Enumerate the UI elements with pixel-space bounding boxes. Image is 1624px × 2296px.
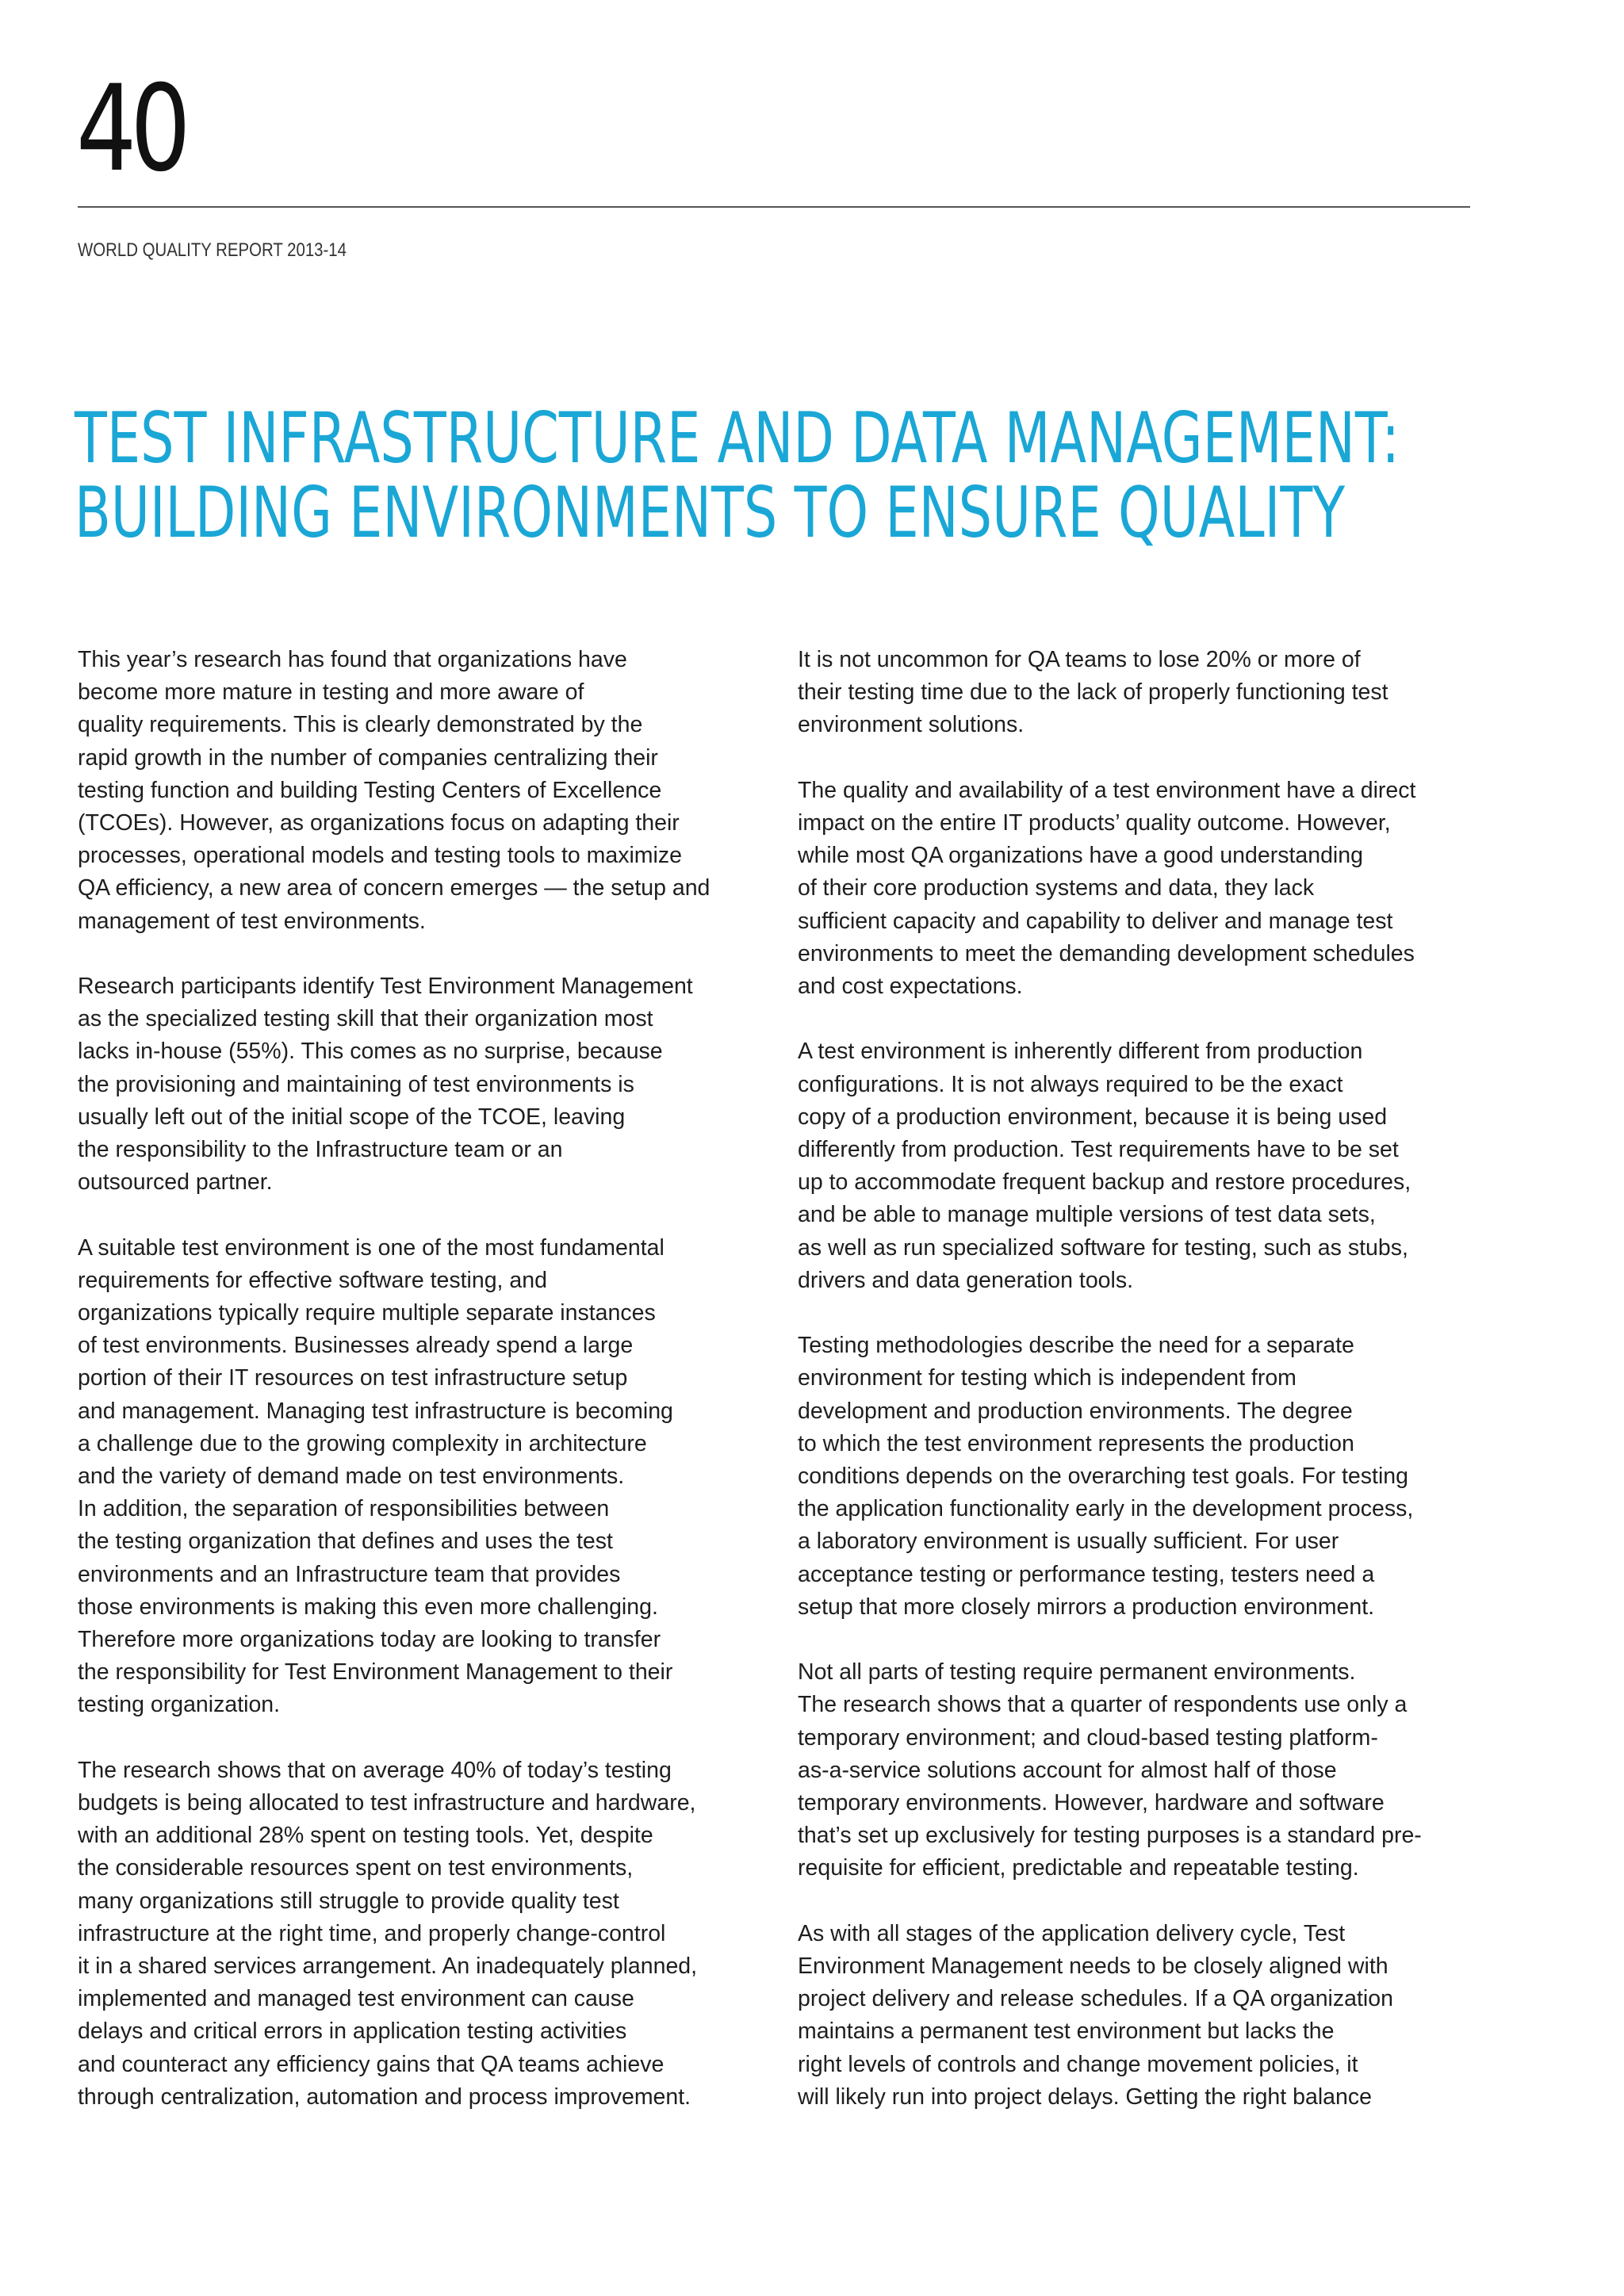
text-line: their testing time due to the lack of properly functioning test — [798, 679, 1388, 706]
text-line: In addition, the separation of responsibilities between — [78, 1496, 610, 1522]
text-line: Research participants identify Test Environment Management — [78, 974, 693, 1000]
text-line: up to accommodate frequent backup and restore procedures, — [798, 1169, 1411, 1196]
text-line: the responsibility for Test Environment Management to their — [78, 1659, 673, 1686]
text-line: rapid growth in the number of companies centralizing their — [78, 744, 658, 771]
text-line: many organizations still struggle to provide quality test — [78, 1888, 619, 1914]
text-line: while most QA organizations have a good understanding — [798, 843, 1363, 869]
text-line: those environments is making this even more challenging. — [78, 1594, 658, 1620]
text-line: differently from production. Test requirements have to be set — [798, 1137, 1399, 1163]
text-line: QA efficiency, a new area of concern emerges — the setup and — [78, 875, 710, 901]
text-line: a laboratory environment is usually sufficient. For user — [798, 1529, 1339, 1555]
right-column — [798, 644, 1480, 2146]
text-line: right levels of controls and change movement policies, it — [798, 2051, 1358, 2077]
header-divider — [78, 206, 1470, 208]
text-line: A suitable test environment is one of the most fundamental — [78, 1234, 665, 1261]
text-line: the provisioning and maintaining of test environments is — [78, 1071, 634, 1097]
text-line: development and production environments. The degree — [798, 1398, 1353, 1424]
text-line: it in a shared services arrangement. An inadequately planned, — [78, 1954, 698, 1980]
text-line: drivers and data generation tools. — [798, 1267, 1134, 1293]
page-title — [75, 397, 1400, 553]
text-line: requirements for effective software testing, and — [78, 1267, 547, 1293]
text-line: This year’s research has found that organizations have — [78, 647, 627, 672]
text-line: The quality and availability of a test environment have a direct — [798, 777, 1416, 803]
left-column — [78, 644, 760, 2146]
text-line: As with all stages of the application delivery cycle, Test — [798, 1920, 1346, 1946]
text-line: management of test environments. — [78, 908, 426, 934]
text-line: the testing organization that defines and uses the test — [78, 1529, 613, 1555]
text-line: requisite for efficient, predictable and repeatable testing. — [798, 1855, 1359, 1881]
text-line: and management. Managing test infrastructure is becoming — [78, 1398, 673, 1424]
text-line: sufficient capacity and capability to deliver and manage test — [798, 908, 1393, 934]
text-line: of their core production systems and data, they lack — [798, 875, 1315, 901]
body-paragraph — [798, 1035, 1480, 1297]
text-line: budgets is being allocated to test infrastructure and hardware, — [78, 1790, 696, 1816]
text-line: and cost expectations. — [798, 974, 1023, 1000]
text-line: implemented and managed test environment can cause — [78, 1986, 634, 2012]
text-line: environments and an Infrastructure team that provides — [78, 1561, 621, 1587]
text-line: that’s set up exclusively for testing purposes is a standard pre- — [798, 1823, 1422, 1849]
text-line: through centralization, automation and process improvement. — [78, 2084, 691, 2110]
text-line: portion of their IT resources on test infrastructure setup — [78, 1365, 628, 1391]
text-line: infrastructure at the right time, and properly change-control — [78, 1920, 666, 1946]
text-line: Environment Management needs to be closely aligned with — [798, 1954, 1388, 1980]
text-line: (TCOEs). However, as organizations focus on adapting their — [78, 810, 680, 836]
text-line: Not all parts of testing require permanent environments. — [798, 1659, 1356, 1686]
text-line: environment for testing which is independent from — [798, 1365, 1297, 1391]
report-label: WORLD QUALITY REPORT 2013-14 — [78, 239, 347, 261]
text-line: a challenge due to the growing complexity in architecture — [78, 1430, 647, 1456]
text-line: configurations. It is not always required to be the exact — [798, 1071, 1343, 1097]
text-line: testing organization. — [78, 1692, 281, 1718]
text-line: with an additional 28% spent on testing tools. Yet, despite — [78, 1823, 653, 1849]
text-line: organizations typically require multiple separate instances — [78, 1300, 656, 1326]
text-line: as well as run specialized software for testing, such as stubs, — [798, 1234, 1408, 1261]
body-paragraph — [78, 1232, 760, 1722]
text-line: The research shows that a quarter of respondents use only a — [798, 1692, 1408, 1718]
text-line: maintains a permanent test environment but lacks the — [798, 2019, 1335, 2045]
text-line: lacks in-house (55%). This comes as no surprise, because — [78, 1039, 663, 1065]
text-line: impact on the entire IT products’ quality outcome. However, — [798, 810, 1391, 836]
body-paragraph — [798, 775, 1480, 1003]
text-line: delays and critical errors in application testing activities — [78, 2019, 627, 2045]
text-line: conditions depends on the overarching test goals. For testing — [798, 1464, 1408, 1490]
text-line: the responsibility to the Infrastructure team or an — [78, 1137, 563, 1163]
page-number: 40 — [76, 60, 185, 198]
text-line: Testing methodologies describe the need for a separate — [798, 1333, 1354, 1359]
text-line: and be able to manage multiple versions of test data sets, — [798, 1202, 1376, 1228]
text-line: copy of a production environment, because it is being used — [798, 1104, 1388, 1130]
body-paragraph — [78, 1755, 760, 2114]
body-paragraph — [798, 1918, 1480, 2114]
text-line: to which the test environment represents the production — [798, 1430, 1354, 1456]
text-line: temporary environments. However, hardware and software — [798, 1790, 1385, 1816]
body-paragraph — [78, 644, 760, 938]
text-line: environments to meet the demanding development schedules — [798, 940, 1415, 966]
text-line: processes, operational models and testing tools to maximize — [78, 843, 682, 869]
text-line: as the specialized testing skill that their organization most — [78, 1006, 653, 1032]
text-line: and the variety of demand made on test environments. — [78, 1464, 625, 1490]
text-line: will likely run into project delays. Getting the right balance — [798, 2084, 1372, 2110]
text-line: setup that more closely mirrors a production environment. — [798, 1594, 1375, 1620]
text-line: and counteract any efficiency gains that QA teams achieve — [78, 2051, 665, 2077]
text-line: quality requirements. This is clearly demonstrated by the — [78, 712, 643, 738]
body-paragraph — [798, 1330, 1480, 1624]
text-line: testing function and building Testing Centers of Excellence — [78, 777, 662, 803]
text-line: The research shows that on average 40% of today’s testing — [78, 1757, 672, 1783]
text-line: the considerable resources spent on test environments, — [78, 1855, 634, 1881]
text-line: the application functionality early in the development process, — [798, 1496, 1414, 1522]
title-line-1: TEST INFRASTRUCTURE AND DATA MANAGEMENT: — [75, 397, 1400, 479]
text-line: environment solutions. — [798, 712, 1025, 738]
title-line-2: BUILDING ENVIRONMENTS TO ENSURE QUALITY — [75, 472, 1346, 553]
text-line: project delivery and release schedules. If a QA organization — [798, 1986, 1393, 2012]
text-line: of test environments. Businesses already spend a large — [78, 1333, 634, 1359]
text-line: become more mature in testing and more aware of — [78, 679, 584, 706]
text-line: as-a-service solutions account for almost half of those — [798, 1757, 1337, 1783]
text-line: Therefore more organizations today are looking to transfer — [78, 1627, 661, 1653]
text-line: outsourced partner. — [78, 1169, 273, 1196]
text-line: usually left out of the initial scope of the TCOE, leaving — [78, 1104, 626, 1130]
text-line: temporary environment; and cloud-based testing platform- — [798, 1724, 1378, 1751]
body-paragraph — [798, 644, 1480, 742]
body-paragraph — [78, 970, 760, 1199]
body-paragraph — [798, 1656, 1480, 1885]
text-line: A test environment is inherently different from production — [798, 1039, 1363, 1065]
text-line: acceptance testing or performance testing, testers need a — [798, 1561, 1375, 1587]
text-line: It is not uncommon for QA teams to lose 20% or more of — [798, 647, 1361, 672]
